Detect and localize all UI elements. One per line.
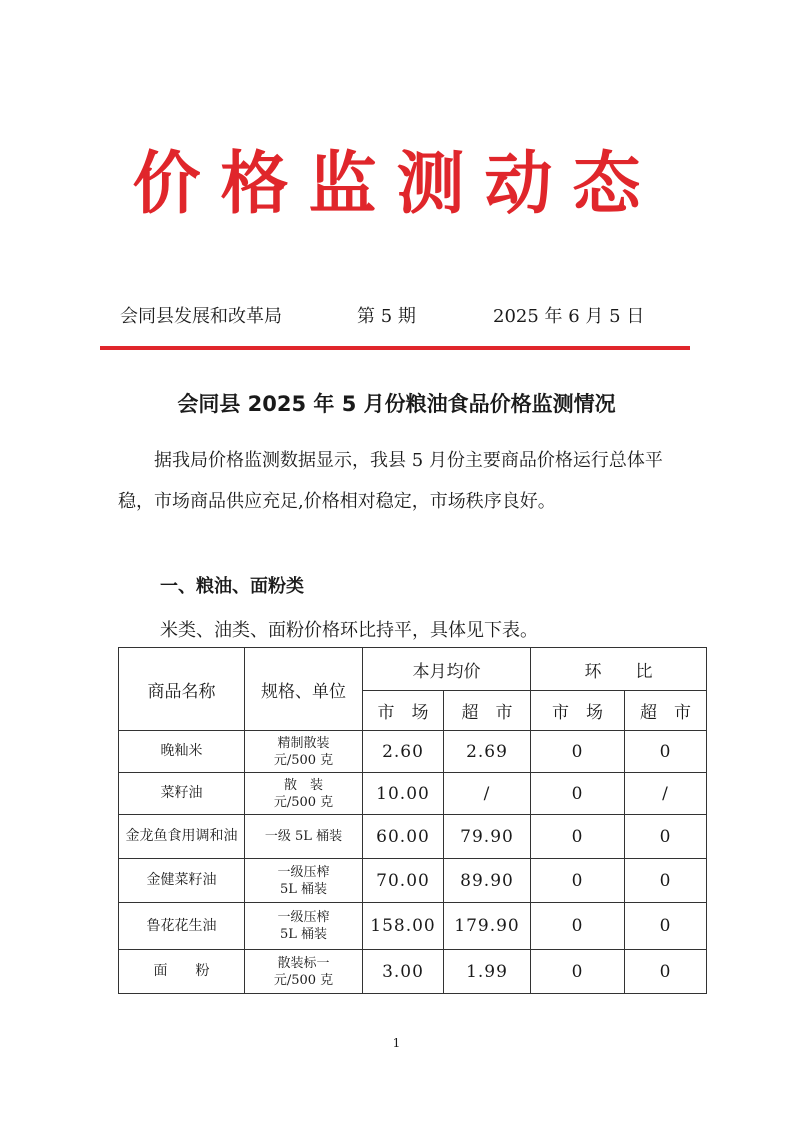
cell-ratio-super: 0 [625, 950, 707, 994]
cell-ratio-market: 0 [531, 903, 625, 950]
cell-avg-market: 158.00 [363, 903, 444, 950]
cell-ratio-super: / [625, 773, 707, 815]
cell-name: 鲁花花生油 [119, 903, 245, 950]
cell-spec: 散 装 元/500 克 [245, 773, 363, 815]
section-heading: 一、粮油、面粉类 [160, 576, 304, 597]
header-ratio-super: 超 市 [625, 691, 707, 731]
price-table [118, 647, 707, 994]
header-avg-super: 超 市 [444, 691, 531, 731]
section-note: 米类、油类、面粉价格环比持平，具体见下表。 [160, 620, 538, 641]
cell-avg-market: 3.00 [363, 950, 444, 994]
cell-avg-market: 10.00 [363, 773, 444, 815]
header-ratio: 环 比 [531, 648, 707, 691]
cell-ratio-super: 0 [625, 859, 707, 903]
cell-ratio-market: 0 [531, 859, 625, 903]
cell-ratio-market: 0 [531, 815, 625, 859]
table-row [119, 859, 707, 903]
cell-avg-market: 70.00 [363, 859, 444, 903]
cell-ratio-super: 0 [625, 731, 707, 773]
table-row [119, 815, 707, 859]
cell-avg-super: 79.90 [444, 815, 531, 859]
header-avg: 本月均价 [363, 648, 531, 691]
cell-avg-super: 179.90 [444, 903, 531, 950]
cell-ratio-market: 0 [531, 731, 625, 773]
cell-avg-super: 1.99 [444, 950, 531, 994]
header-spec: 规格、单位 [245, 648, 363, 731]
cell-ratio-super: 0 [625, 903, 707, 950]
header-ratio-market: 市 场 [531, 691, 625, 731]
cell-name: 菜籽油 [119, 773, 245, 815]
cell-name: 晚籼米 [119, 731, 245, 773]
table-row [119, 950, 707, 994]
cell-spec: 一级 5L 桶装 [245, 815, 363, 859]
header-divider [100, 346, 690, 350]
table-row [119, 903, 707, 950]
page-number: 1 [392, 1036, 401, 1050]
cell-avg-market: 2.60 [363, 731, 444, 773]
cell-spec: 一级压榨 5L 桶装 [245, 859, 363, 903]
cell-ratio-market: 0 [531, 773, 625, 815]
issue-date: 2025 年 6 月 5 日 [493, 306, 645, 327]
table-row [119, 773, 707, 815]
cell-spec: 一级压榨 5L 桶装 [245, 903, 363, 950]
cell-avg-super: 89.90 [444, 859, 531, 903]
cell-avg-market: 60.00 [363, 815, 444, 859]
cell-avg-super: / [444, 773, 531, 815]
document-title: 会同县 2025 年 5 月份粮油食品价格监测情况 [177, 392, 616, 416]
cell-avg-super: 2.69 [444, 731, 531, 773]
cell-ratio-super: 0 [625, 815, 707, 859]
cell-name: 金龙鱼食用调和油 [119, 815, 245, 859]
intro-paragraph: 据我局价格监测数据显示，我县 5 月份主要商品价格运行总体平稳，市场商品供应充足,价格相对稳定，市场秩序良好。 [118, 450, 663, 512]
cell-name: 面 粉 [119, 950, 245, 994]
masthead-title: 价格监测动态 [132, 144, 661, 224]
cell-name: 金健菜籽油 [119, 859, 245, 903]
header-name: 商品名称 [119, 648, 245, 731]
cell-spec: 精制散装 元/500 克 [245, 731, 363, 773]
header-avg-market: 市 场 [363, 691, 444, 731]
cell-spec: 散装标一 元/500 克 [245, 950, 363, 994]
cell-ratio-market: 0 [531, 950, 625, 994]
table-row [119, 731, 707, 773]
agency-name: 会同县发展和改革局 [120, 306, 282, 327]
issue-number: 第 5 期 [357, 306, 416, 327]
